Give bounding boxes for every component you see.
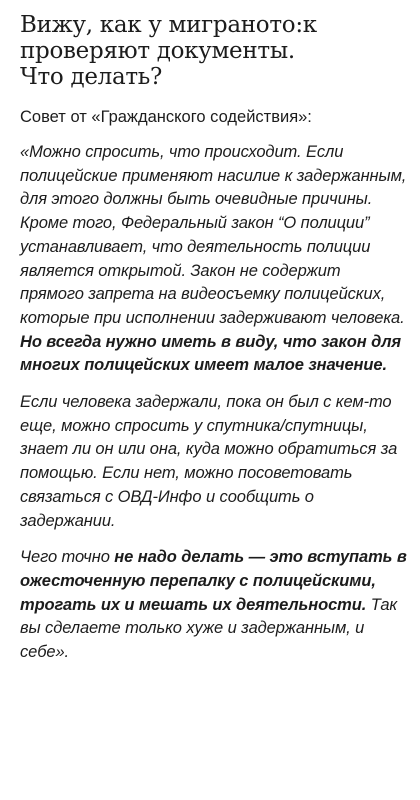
paragraph-3-emphasis: не надо делать — это вступать в ожесточенную перепалку с полицейскими, трогать их и мешать их деятельности. bbox=[20, 548, 407, 614]
quote-paragraph-2 bbox=[20, 391, 407, 533]
quote-paragraph-1 bbox=[20, 141, 407, 378]
article-title bbox=[20, 12, 407, 90]
title-line-1: Вижу, как у миграното:к bbox=[20, 12, 317, 38]
paragraph-2-text: Если человека задержали, пока он был с кем-то еще, можно спросить у спутника/спутницы, знает ли он или она, куда можно обратиться за помощью. Если нет, можно посоветовать связаться с ОВД-Инфо и сообщить о задержании. bbox=[20, 393, 398, 530]
paragraph-1-text: «Можно спросить, что происходит. Если полицейские применяют насилие к задержанным, для этого должны быть очевидные причины. Кроме того, Федеральный закон “О полиции” устанавливает, что деятельность полиции является открытой. Закон не содержит прямого запрета на видеосъемку полицейских, которые при исполнении задерживают человека. bbox=[20, 143, 407, 327]
article-subtitle: Совет от «Гражданского содействия»: bbox=[20, 108, 312, 126]
paragraph-1-emphasis: Но всегда нужно иметь в виду, что закон для многих полицейских имеет малое значение. bbox=[20, 332, 401, 375]
quote-paragraph-3 bbox=[20, 546, 407, 665]
paragraph-3-intro: Чего точно bbox=[20, 548, 115, 567]
title-line-2: проверяют документы. bbox=[20, 38, 295, 64]
paragraph-3-tail: Так вы сделаете только хуже и задержанным, и себе». bbox=[20, 595, 398, 662]
title-line-3: Что делать? bbox=[20, 64, 163, 90]
